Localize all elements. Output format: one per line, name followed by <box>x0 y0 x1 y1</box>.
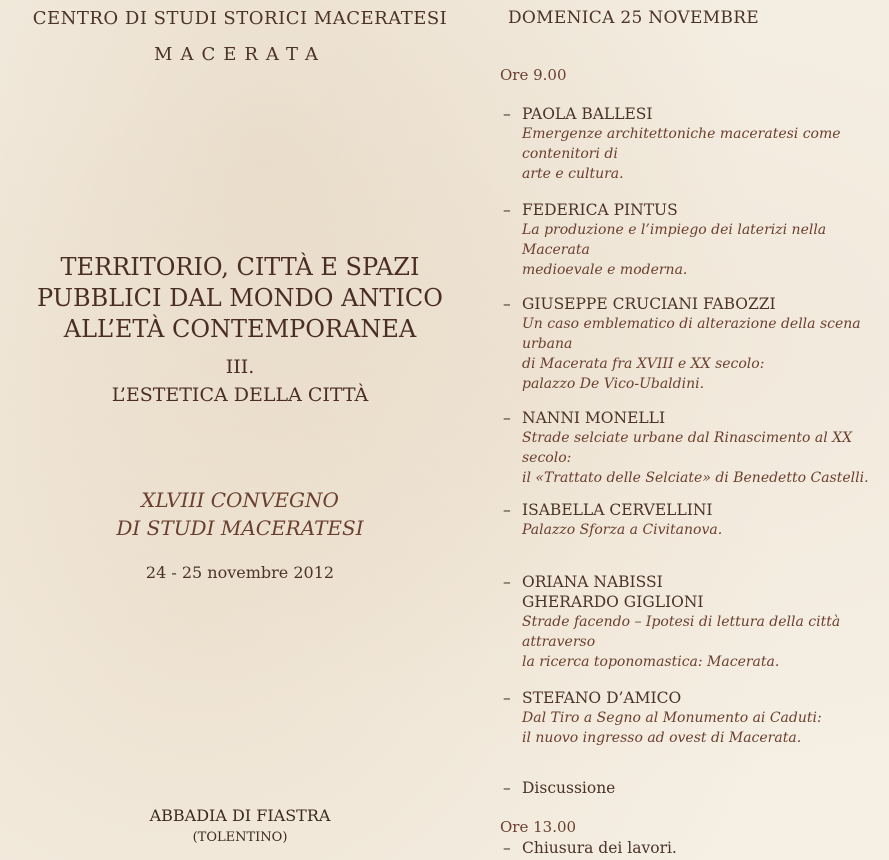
convegno-line: XLVIII CONVEGNO <box>141 488 339 512</box>
speaker-name: – FEDERICA PINTUS <box>503 201 678 219</box>
talk-title: La produzione e l’impiego dei laterizi nella Macerata medioevale e moderna. <box>522 222 827 278</box>
conference-subtitle: L’ESTETICA DELLA CITTÀ <box>111 384 369 406</box>
dash: – <box>503 839 511 857</box>
discussion-label: Discussione <box>522 779 616 797</box>
convegno-heading <box>0 486 480 542</box>
dash: – <box>503 779 511 797</box>
speaker-name: – ORIANA NABISSI <box>503 573 663 591</box>
programme-column <box>500 0 889 860</box>
conference-title <box>0 252 480 345</box>
venue-name: ABBADIA DI FIASTRA <box>149 806 331 825</box>
institution-name: CENTRO DI STUDI STORICI MACERATESI <box>32 8 448 29</box>
talk-title: Palazzo Sforza a Civitanova. <box>522 522 723 538</box>
closing-item <box>500 838 889 858</box>
talk-item <box>500 408 889 488</box>
talk-item <box>500 572 889 672</box>
talk-item <box>500 688 889 748</box>
venue-place: (TOLENTINO) <box>192 830 288 845</box>
speaker-name: – GIUSEPPE CRUCIANI FABOZZI <box>503 295 776 313</box>
talk-title: Un caso emblematico di alterazione della scena urbana di Macerata fra XVIII e XX secolo: palazzo De Vico-Ubaldini. <box>522 316 861 392</box>
start-time: Ore 9.00 <box>500 66 567 84</box>
talk-title: Strade facendo – Ipotesi di lettura della città attraverso la ricerca toponomastica: Macerata. <box>522 614 841 670</box>
speaker-name: – STEFANO D’AMICO <box>503 689 682 707</box>
conference-dates: 24 - 25 novembre 2012 <box>145 563 335 582</box>
talk-item <box>500 104 889 184</box>
speaker-name: – NANNI MONELLI <box>503 409 666 427</box>
talk-item <box>500 200 889 280</box>
talk-title: Strade selciate urbane dal Rinascimento al XX secolo: il «Trattato delle Selciate» di Benedetto Castelli. <box>522 430 869 486</box>
speaker-name: – PAOLA BALLESI <box>503 105 653 123</box>
programme-day: DOMENICA 25 NOVEMBRE <box>508 8 760 28</box>
talk-item <box>500 500 889 540</box>
dash: – <box>503 689 511 707</box>
speaker-name: GHERARDO GIGLIONI <box>522 593 704 611</box>
dash: – <box>503 409 511 427</box>
title-line: ALL’ETÀ CONTEMPORANEA <box>63 315 417 343</box>
talk-item <box>500 294 889 394</box>
speaker-name: – ISABELLA CERVELLINI <box>503 501 713 519</box>
closing-label: Chiusura dei lavori. <box>522 839 677 857</box>
volume-number: III. <box>225 356 255 378</box>
city-name: MACERATA <box>154 44 326 65</box>
end-time: Ore 13.00 <box>500 818 577 836</box>
talk-title: Emergenze architettoniche maceratesi come contenitori di arte e cultura. <box>522 126 841 182</box>
title-line: PUBBLICI DAL MONDO ANTICO <box>37 284 443 312</box>
dash: – <box>503 295 511 313</box>
dash: – <box>503 201 511 219</box>
talk-title: Dal Tiro a Segno al Monumento ai Caduti: il nuovo ingresso ad ovest di Macerata. <box>522 710 822 746</box>
dash: – <box>503 501 511 519</box>
dash: – <box>503 105 511 123</box>
convegno-line: DI STUDI MACERATESI <box>116 516 364 540</box>
title-line: TERRITORIO, CITTÀ E SPAZI <box>60 253 420 281</box>
discussion-item <box>500 778 889 798</box>
dash: – <box>503 573 511 591</box>
